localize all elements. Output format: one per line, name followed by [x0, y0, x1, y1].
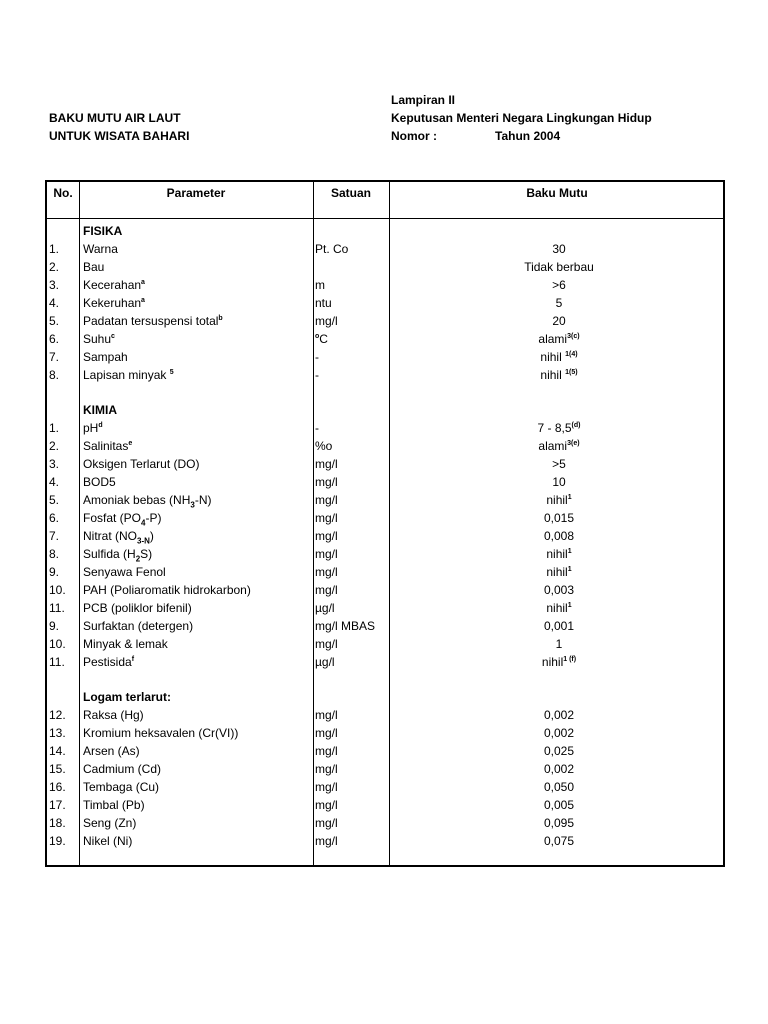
value-footnote: (d) [571, 422, 581, 429]
unit: %o [315, 439, 333, 453]
table-row [47, 348, 723, 366]
document-title-line2: UNTUK WISATA BAHARI [49, 129, 190, 143]
standard-value: nihil$^1$ [546, 493, 572, 507]
row-number: 17. [49, 798, 66, 812]
table-row [47, 312, 723, 330]
standard-value: 0,002 [543, 708, 575, 722]
unit: mg/l [315, 744, 338, 758]
standard-value: nihil $^{1(5)}$ [540, 368, 578, 382]
unit: - [315, 350, 319, 364]
standard-value: 0,002 [543, 726, 575, 740]
table-row [47, 832, 723, 850]
standard-value: 1 [555, 637, 563, 651]
document-title-line1: BAKU MUTU AIR LAUT [49, 111, 181, 125]
unit: m [315, 278, 325, 292]
unit: µg/l [315, 601, 335, 615]
value-footnote: 1(5) [565, 369, 578, 376]
value-footnote: 1 [567, 548, 572, 555]
parameter-name: Tembaga (Cu) [83, 780, 160, 794]
row-number: 7. [49, 529, 60, 543]
value-footnote: 1 (f) [563, 656, 577, 663]
parameter-footnote: 5 [169, 369, 174, 376]
standard-value: Tidak berbau [524, 260, 594, 274]
parameter-footnote: a [141, 279, 145, 286]
row-number: 9. [49, 565, 60, 579]
section-title: KIMIA [83, 403, 117, 417]
table-row [47, 599, 723, 617]
standard-value: nihil$^1$ [546, 601, 572, 615]
section-title: Logam terlarut: [83, 690, 172, 704]
row-number: 19. [49, 834, 66, 848]
standard-value: 0,002 [543, 762, 575, 776]
row-number: 8. [49, 547, 60, 561]
parameter-footnote: b [218, 315, 223, 322]
unit: Pt. Co [315, 242, 349, 256]
unit: mg/l [315, 780, 338, 794]
row-number: 6. [49, 511, 60, 525]
section-heading [47, 688, 723, 706]
parameter-name: Lapisan minyak $^5$ [83, 368, 174, 382]
parameter-name: PAH (Poliaromatik hidrokarbon) [83, 583, 251, 597]
unit: mg/l [315, 493, 338, 507]
row-number: 2. [49, 260, 60, 274]
standard-value: nihil $^{1(4)}$ [540, 350, 578, 364]
parameter-name: Pestisida$^f$ [83, 655, 135, 669]
parameter-subscript: 3-N [137, 536, 150, 546]
parameter-name: Seng (Zn) [83, 816, 137, 830]
unit: mg/l [315, 816, 338, 830]
row-number: 16. [49, 780, 66, 794]
column-header-satuan: Satuan [330, 186, 371, 200]
parameter-subscript: 3 [190, 500, 195, 510]
row-number: 1. [49, 242, 60, 256]
unit: mg/l [315, 726, 338, 740]
unit: - [315, 421, 319, 435]
row-number: 12. [49, 708, 66, 722]
parameter-subscript: 4 [141, 518, 146, 528]
row-number: 3. [49, 278, 60, 292]
standard-value: 10 [552, 475, 566, 489]
quality-standards-table [45, 180, 725, 867]
table-row [47, 240, 723, 258]
standard-value: 0,003 [543, 583, 575, 597]
standard-value: alami$^{3(e)}$ [538, 439, 580, 453]
parameter-name: Minyak & lemak [83, 637, 168, 651]
unit: mg/l [315, 637, 338, 651]
table-row [47, 796, 723, 814]
parameter-name: Kromium heksavalen (Cr(VI)) [83, 726, 239, 740]
row-number: 9. [49, 619, 60, 633]
parameter-name: BOD5 [83, 475, 116, 489]
standard-value: 0,015 [543, 511, 575, 525]
decree-title: Keputusan Menteri Negara Lingkungan Hidup [391, 111, 652, 125]
table-row [47, 706, 723, 724]
standard-value: 0,025 [543, 744, 575, 758]
unit: mg/l [315, 529, 338, 543]
standard-value: >5 [552, 457, 566, 471]
row-number: 14. [49, 744, 66, 758]
parameter-footnote: a [141, 297, 145, 304]
parameter-name: Oksigen Terlarut (DO) [83, 457, 200, 471]
unit: mg/l [315, 762, 338, 776]
standard-value: alami$^{3(c)}$ [538, 332, 580, 346]
table-row [47, 366, 723, 384]
parameter-name: Nitrat $(NO_{3-N})$ [83, 529, 154, 546]
lampiran-label: Lampiran II [391, 93, 456, 107]
parameter-name: Cadmium (Cd) [83, 762, 162, 776]
unit: mg/l [315, 475, 338, 489]
value-footnote: 3(c) [567, 333, 580, 340]
unit: mg/l [315, 565, 338, 579]
standard-value: 7 - 8,5$^{(d)}$ [537, 421, 581, 435]
year-label: Tahun 2004 [495, 129, 561, 143]
row-number: 3. [49, 457, 60, 471]
table-row [47, 509, 723, 527]
table-row [47, 778, 723, 796]
table-row [47, 527, 723, 545]
section-heading [47, 401, 723, 419]
parameter-name: Surfaktan (detergen) [83, 619, 194, 633]
parameter-name: $pH^d$ [83, 421, 103, 435]
unit: mg/l [315, 798, 338, 812]
unit: mg/l [315, 834, 338, 848]
section-heading [47, 222, 723, 240]
nomor-label: Nomor : [391, 129, 437, 143]
standard-value: 20 [552, 314, 566, 328]
standard-value: 0,095 [543, 816, 575, 830]
row-number: 11. [49, 655, 65, 669]
parameter-name: Kekeruhan$^a$ [83, 296, 145, 310]
standard-value: 0,075 [543, 834, 575, 848]
table-row [47, 742, 723, 760]
parameter-name: PCB (poliklor bifenil) [83, 601, 192, 615]
row-number: 8. [49, 368, 60, 382]
unit: mg/l [315, 547, 338, 561]
column-header-parameter: Parameter [166, 186, 226, 200]
standard-value: 30 [552, 242, 566, 256]
parameter-name: Senyawa Fenol [83, 565, 166, 579]
parameter-name: Fosfat $(PO_4-P)$ [83, 511, 162, 528]
table-row [47, 617, 723, 635]
standard-value: 0,005 [543, 798, 575, 812]
row-number: 10. [49, 637, 66, 651]
header-divider [47, 218, 723, 219]
unit: mg/l [315, 314, 338, 328]
parameter-footnote: d [98, 422, 103, 429]
parameter-name: Arsen (As) [83, 744, 140, 758]
standard-value: nihil$^{1 (f)}$ [541, 655, 577, 669]
parameter-name: Kecerahan$^a$ [83, 278, 145, 292]
parameter-name: Padatan tersuspensi total$^b$ [83, 314, 223, 328]
row-number: 5. [49, 314, 60, 328]
table-row [47, 545, 723, 563]
unit: mg/l MBAS [315, 619, 376, 633]
parameter-name: Bau [83, 260, 105, 274]
table-row [47, 635, 723, 653]
table-row [47, 581, 723, 599]
parameter-name: Suhu$^c$ [83, 332, 115, 346]
row-number: 18. [49, 816, 66, 830]
table-row [47, 419, 723, 437]
value-footnote: 3(e) [567, 440, 580, 447]
table-row [47, 294, 723, 312]
table-row [47, 258, 723, 276]
standard-value: nihil$^1$ [546, 547, 572, 561]
unit: mg/l [315, 511, 338, 525]
table-row [47, 724, 723, 742]
parameter-footnote: c [111, 333, 115, 340]
parameter-name: Warna [83, 242, 118, 256]
table-row [47, 437, 723, 455]
table-row [47, 653, 723, 671]
value-footnote: 1 [567, 602, 572, 609]
parameter-name: Salinitas$^e$ [83, 439, 133, 453]
row-number: 6. [49, 332, 60, 346]
unit: - [315, 368, 319, 382]
row-number: 15. [49, 762, 66, 776]
table-row [47, 455, 723, 473]
table-row [47, 276, 723, 294]
column-header-baku-mutu: Baku Mutu [526, 186, 588, 200]
table-row [47, 473, 723, 491]
unit: mg/l [315, 708, 338, 722]
unit: $^o$C [315, 332, 328, 346]
parameter-name: Timbal (Pb) [83, 798, 145, 812]
parameter-footnote: f [131, 656, 135, 663]
table-row [47, 760, 723, 778]
parameter-subscript: 2 [135, 554, 141, 564]
parameter-name: Sulfida $(H_2S)$ [83, 547, 153, 564]
row-number: 4. [49, 296, 60, 310]
standard-value: 0,008 [543, 529, 575, 543]
row-number: 11. [49, 601, 65, 615]
standard-value: 5 [555, 296, 563, 310]
table-row [47, 814, 723, 832]
parameter-name: Sampah [83, 350, 128, 364]
unit: µg/l [315, 655, 335, 669]
value-footnote: 1 [567, 494, 572, 501]
column-header-no: No. [53, 186, 73, 200]
unit: mg/l [315, 457, 338, 471]
row-number: 13. [49, 726, 66, 740]
parameter-name: Raksa (Hg) [83, 708, 144, 722]
table-row [47, 330, 723, 348]
standard-value: >6 [552, 278, 566, 292]
row-number: 7. [49, 350, 60, 364]
standard-value: 0,001 [543, 619, 575, 633]
row-number: 5. [49, 493, 60, 507]
standard-value: nihil$^1$ [546, 565, 572, 579]
parameter-name: Amoniak bebas $(NH_3-N)$ [83, 493, 212, 510]
parameter-footnote: e [128, 440, 133, 447]
row-number: 4. [49, 475, 60, 489]
unit: mg/l [315, 583, 338, 597]
unit: ntu [315, 296, 332, 310]
row-number: 2. [49, 439, 60, 453]
value-footnote: 1 [567, 566, 572, 573]
table-row [47, 491, 723, 509]
row-number: 1. [49, 421, 60, 435]
standard-value: 0,050 [543, 780, 575, 794]
value-footnote: 1(4) [565, 351, 578, 358]
table-row [47, 563, 723, 581]
parameter-name: Nikel (Ni) [83, 834, 133, 848]
row-number: 10. [49, 583, 66, 597]
degree-mark: o [315, 333, 320, 340]
section-title: FISIKA [83, 224, 123, 238]
